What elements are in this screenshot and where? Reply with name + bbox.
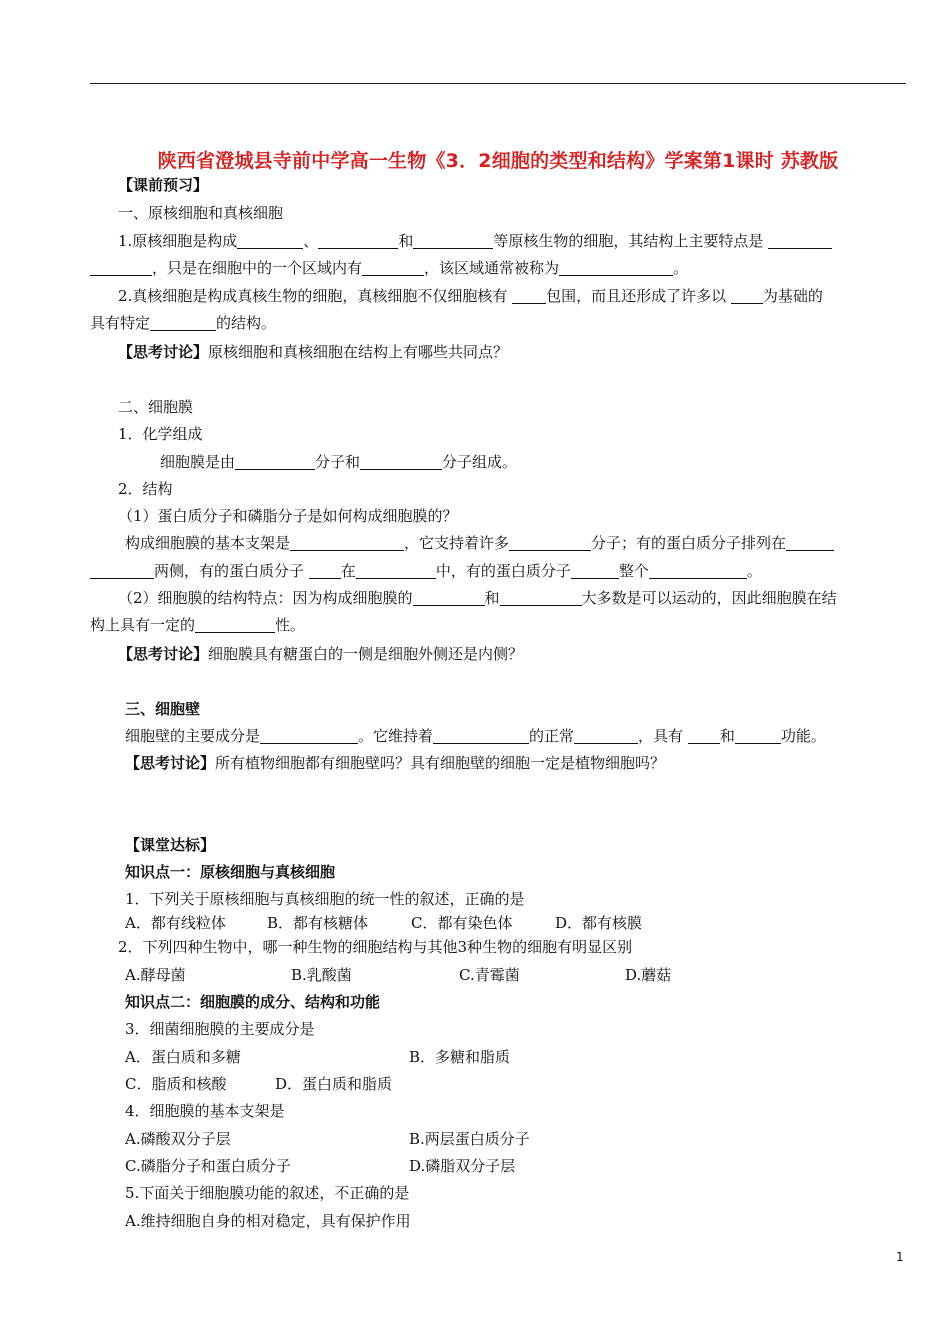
blank[interactable]	[195, 617, 275, 633]
blank[interactable]	[362, 260, 424, 276]
structure-fill-line2: 两侧，有的蛋白质分子 在 中，有的蛋白质分子 整个 。	[90, 562, 762, 580]
blank[interactable]	[433, 728, 529, 744]
structure-heading: 2．结构	[118, 480, 173, 498]
option-d[interactable]: D.磷脂双分子层	[409, 1157, 516, 1175]
question-5: 5.下面关于细胞膜功能的叙述，不正确的是	[125, 1184, 410, 1202]
blank[interactable]	[90, 260, 152, 276]
blank[interactable]	[413, 590, 485, 606]
preview-q2-line1: 2.真核细胞是构成真核生物的细胞，真核细胞不仅细胞核有 包围，而且还形成了许多以 为基础的	[118, 287, 823, 305]
document-title: 陕西省澄城县寺前中学高一生物《3．2细胞的类型和结构》学案第1课时 苏教版	[157, 150, 839, 172]
option-d[interactable]: D．蛋白质和脂质	[275, 1075, 393, 1093]
option-a[interactable]: A．蛋白质和多糖	[125, 1048, 241, 1066]
heading-preview: 【课前预习】	[118, 176, 209, 194]
blank[interactable]	[509, 535, 591, 551]
page-number: 1	[896, 1250, 904, 1264]
question-4: 4．细胞膜的基本支架是	[125, 1102, 285, 1120]
blank[interactable]	[731, 288, 763, 304]
question-3: 3．细菌细胞膜的主要成分是	[125, 1020, 315, 1038]
blank[interactable]	[413, 233, 493, 249]
option-c[interactable]: C．都有染色体	[411, 914, 513, 932]
structure-sub1: （1）蛋白质分子和磷脂分子是如何构成细胞膜的？	[118, 507, 458, 525]
heading-classwork: 【课堂达标】	[125, 836, 216, 854]
preview-q1-line1: 1.原核细胞是构成 、 和 等原核生物的细胞，其结构上主要特点是	[118, 232, 832, 250]
option-b[interactable]: B．都有核糖体	[267, 914, 369, 932]
header-rule	[90, 83, 906, 84]
think-discuss-3: 【思考讨论】所有植物细胞都有细胞壁吗？具有细胞壁的细胞一定是植物细胞吗？	[125, 754, 666, 772]
option-b[interactable]: B．多糖和脂质	[409, 1048, 511, 1066]
blank[interactable]	[559, 260, 673, 276]
option-a[interactable]: A.酵母菌	[125, 966, 186, 984]
structure-sub2-line1: （2）细胞膜的结构特点：因为构成细胞膜的 和 大多数是可以运动的，因此细胞膜在结	[118, 589, 837, 607]
blank[interactable]	[649, 563, 747, 579]
blank[interactable]	[356, 563, 436, 579]
knowledge-point-1: 知识点一：原核细胞与真核细胞	[125, 863, 336, 881]
section-2-title: 二、细胞膜	[118, 398, 194, 416]
blank[interactable]	[260, 728, 358, 744]
option-a[interactable]: A．都有线粒体	[125, 914, 226, 932]
blank[interactable]	[360, 454, 442, 470]
blank[interactable]	[571, 563, 619, 579]
option-c[interactable]: C.青霉菌	[459, 966, 520, 984]
question-1: 1．下列关于原核细胞与真核细胞的统一性的叙述，正确的是	[125, 890, 525, 908]
blank[interactable]	[512, 288, 546, 304]
think-discuss-1: 【思考讨论】原核细胞和真核细胞在结构上有哪些共同点？	[118, 343, 509, 361]
blank[interactable]	[688, 728, 720, 744]
option-a[interactable]: A.维持细胞自身的相对稳定，具有保护作用	[125, 1212, 411, 1230]
section-1-title: 一、原核细胞和真核细胞	[118, 204, 284, 222]
blank[interactable]	[735, 728, 781, 744]
chem-composition-line: 细胞膜是由 分子和 分子组成。	[160, 453, 518, 471]
think-discuss-2: 【思考讨论】细胞膜具有糖蛋白的一侧是细胞外侧还是内侧？	[118, 645, 524, 663]
option-b[interactable]: B.乳酸菌	[291, 966, 352, 984]
option-b[interactable]: B.两层蛋白质分子	[409, 1130, 530, 1148]
blank[interactable]	[309, 563, 341, 579]
option-d[interactable]: D.蘑菇	[625, 966, 672, 984]
preview-q2-line2: 具有特定 的结构。	[90, 314, 277, 332]
knowledge-point-2: 知识点二：细胞膜的成分、结构和功能	[125, 993, 381, 1011]
blank[interactable]	[786, 535, 834, 551]
option-d[interactable]: D．都有核膜	[555, 914, 643, 932]
blank[interactable]	[574, 728, 638, 744]
blank[interactable]	[290, 535, 404, 551]
blank[interactable]	[318, 233, 398, 249]
chem-composition-heading: 1．化学组成	[118, 425, 203, 443]
section-3-title: 三、细胞壁	[125, 700, 201, 718]
blank[interactable]	[768, 233, 832, 249]
blank[interactable]	[235, 454, 315, 470]
blank[interactable]	[150, 315, 216, 331]
structure-sub2-line2: 构上具有一定的 性。	[90, 616, 306, 634]
question-2: 2．下列四种生物中，哪一种生物的细胞结构与其他3种生物的细胞有明显区别	[118, 938, 633, 956]
blank[interactable]	[90, 563, 154, 579]
option-c[interactable]: C．脂质和核酸	[125, 1075, 227, 1093]
cell-wall-fill-line: 细胞壁的主要成分是 。它维持着 的正常 ，具有 和 功能。	[125, 727, 826, 745]
preview-q1-line2: ，只是在细胞中的一个区域内有 ，该区域通常被称为 。	[90, 259, 688, 277]
structure-fill-line1: 构成细胞膜的基本支架是 ，它支持着许多 分子；有的蛋白质分子排列在	[125, 534, 834, 552]
option-c[interactable]: C.磷脂分子和蛋白质分子	[125, 1157, 291, 1175]
blank[interactable]	[237, 233, 303, 249]
option-a[interactable]: A.磷酸双分子层	[125, 1130, 231, 1148]
blank[interactable]	[500, 590, 582, 606]
